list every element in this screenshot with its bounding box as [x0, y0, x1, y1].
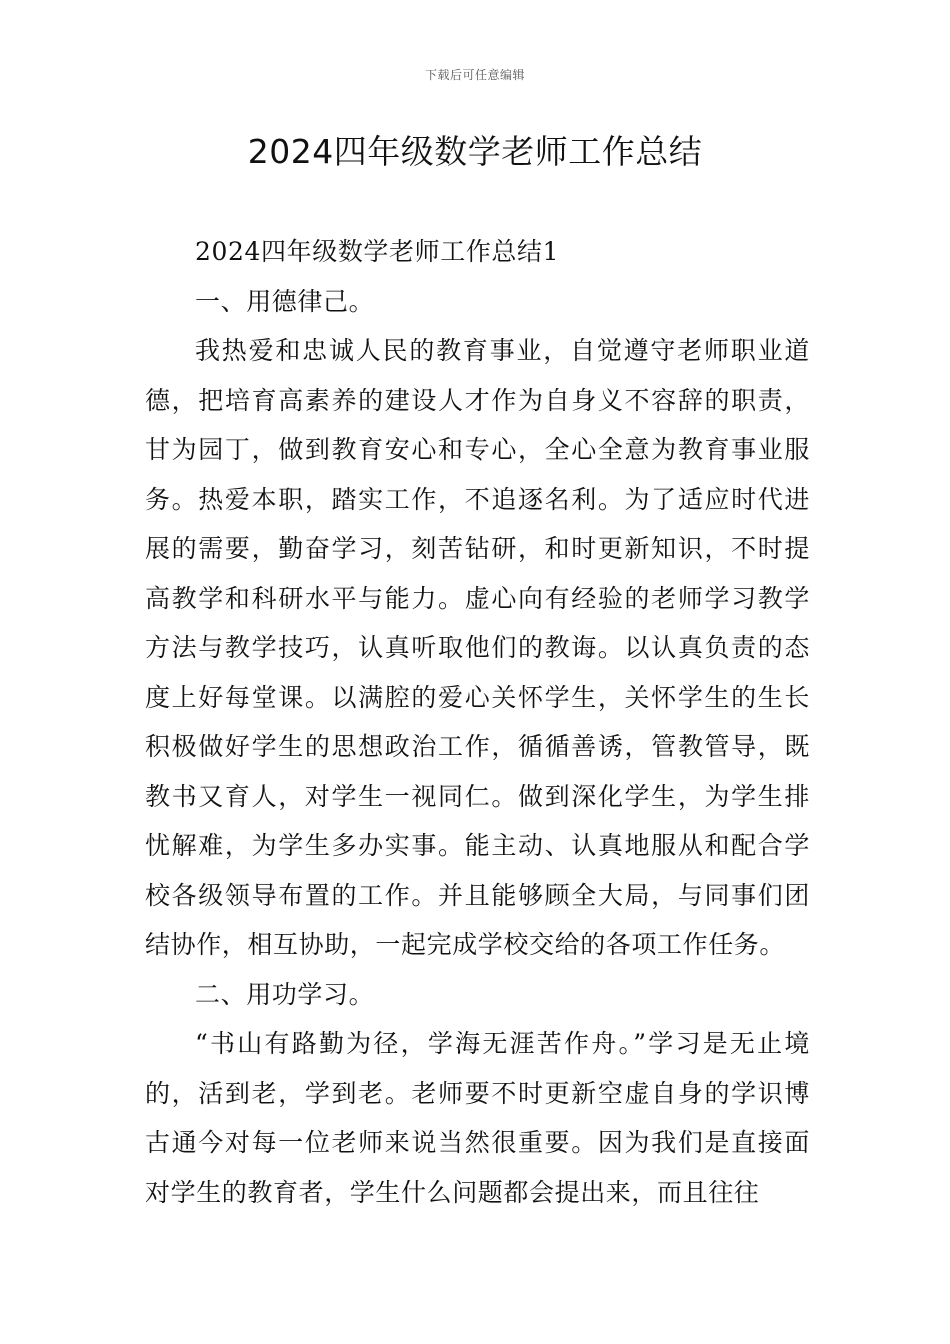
subsection-heading: 二、用功学习。 — [195, 979, 375, 1009]
header-note: 下载后可任意编辑 — [424, 68, 525, 82]
subsection-heading: 一、用德律己。 — [195, 286, 375, 316]
body-paragraph: 我热爱和忠诚人民的教育事业，自觉遵守老师职业道德，把培育高素养的建设人才作为自身义不容辞的职责，甘为园丁，做到教育安心和专心，全心全意为教育事业服务。热爱本职，踏实工作，不追逐名利。为了适应时代进展的需要，勤奋学习，刻苦钻研，和时更新知识，不时提高教学和科研水平与能力。虚心向有经验的老师学习教学方法与教学技巧，认真听取他们的教诲。以认真负责的态度上好每堂课。以满腔的爱心关怀学生，关怀学生的生长积极做好学生的思想政治工作，循循善诱，管教管导，既教书又育人，对学生一视同仁。做到深化学生，为学生排忧解难，为学生多办实事。能主动、认真地服从和配合学校各级领导布置的工作。并且能够顾全大局，与同事们团结协作，相互协助，一起完成学校交给的各项工作任务。 — [145, 336, 810, 959]
section-heading: 2024四年级数学老师工作总结1 — [195, 237, 560, 266]
document-title: 2024四年级数学老师工作总结 — [247, 132, 703, 171]
document-body — [145, 227, 810, 1217]
body-paragraph: “书山有路勤为径，学海无涯苦作舟。”学习是无止境的，活到老，学到老。老师要不时更新空虚自身的学识博古通今对每一位老师来说当然很重要。因为我们是直接面对学生的教育者，学生什么问题都会提出来，而且往往 — [145, 1029, 810, 1207]
